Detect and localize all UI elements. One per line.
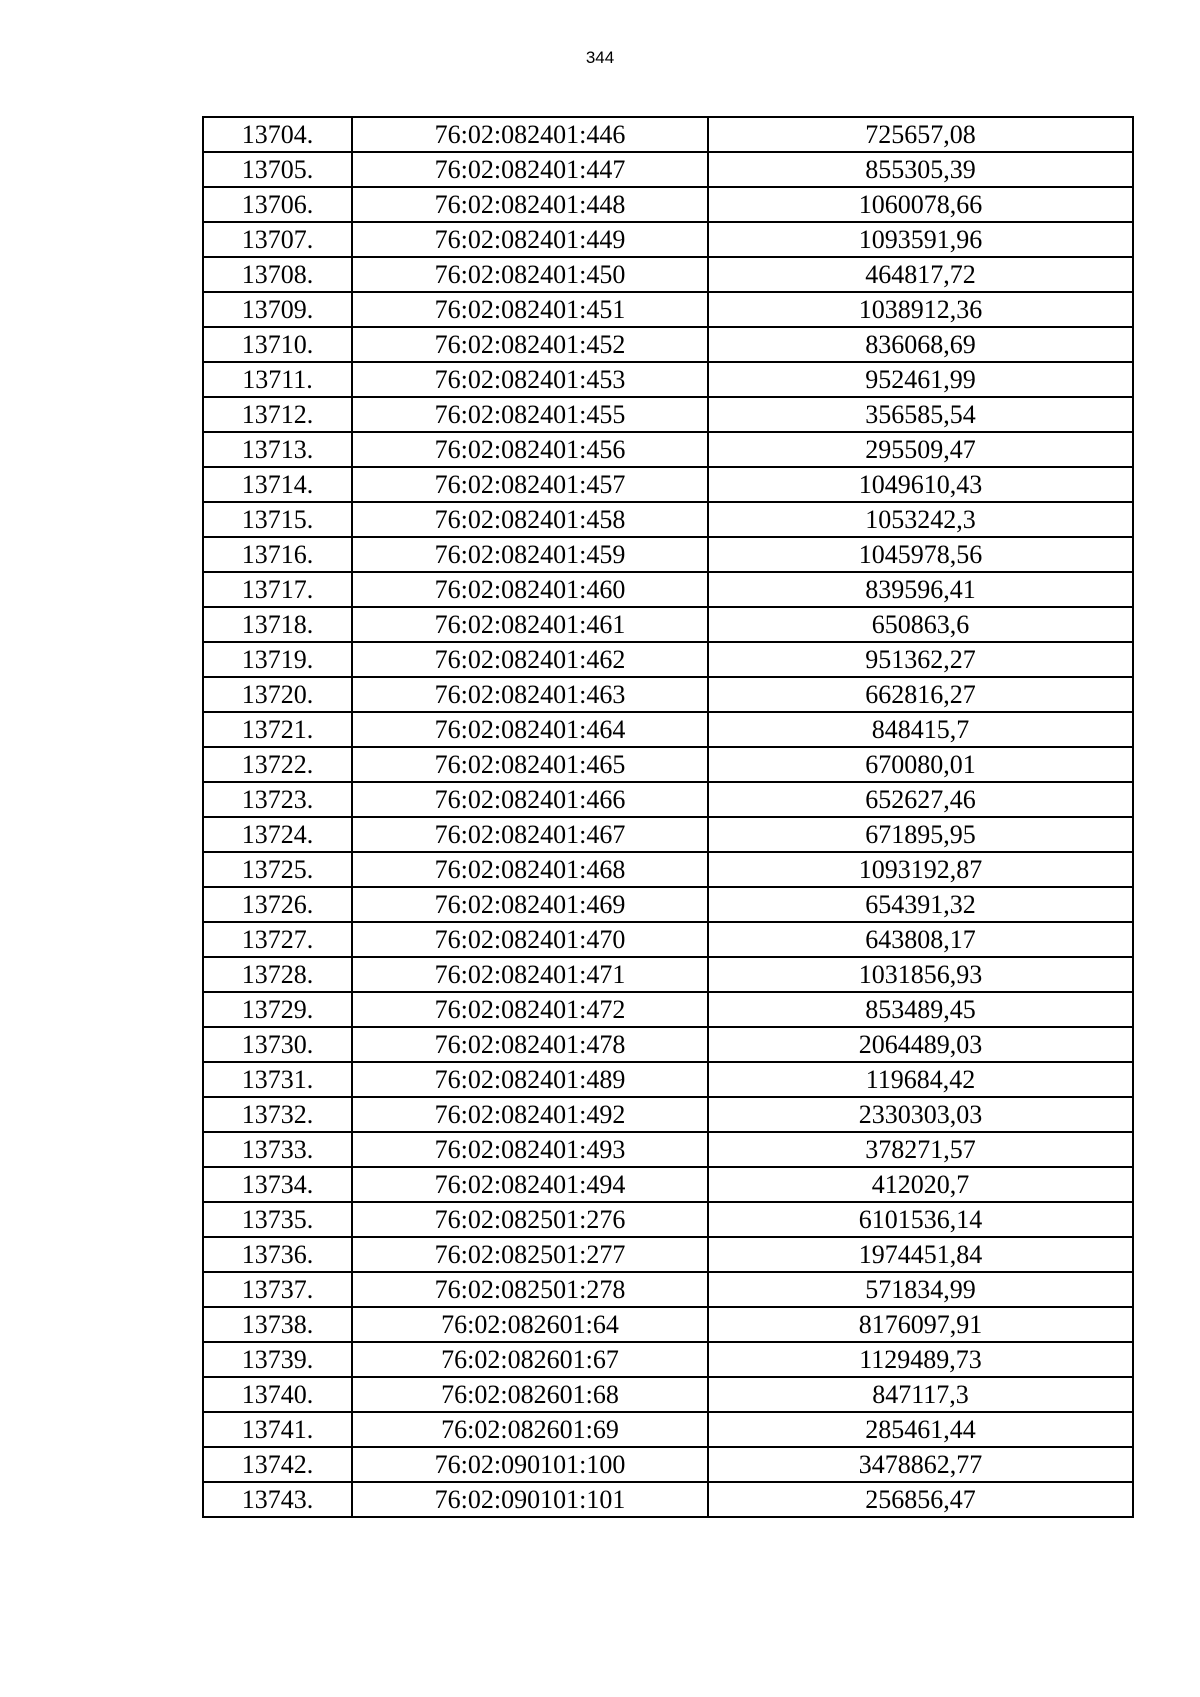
cadastral-value-cell: 378271,57 — [708, 1132, 1133, 1167]
row-number-cell: 13721. — [203, 712, 352, 747]
cadastral-number-cell: 76:02:082401:457 — [352, 467, 708, 502]
cadastral-value-cell: 6101536,14 — [708, 1202, 1133, 1237]
cadastral-number-cell: 76:02:082401:446 — [352, 117, 708, 152]
cadastral-value-cell: 670080,01 — [708, 747, 1133, 782]
cadastral-value-cell: 1974451,84 — [708, 1237, 1133, 1272]
row-number-cell: 13739. — [203, 1342, 352, 1377]
table-row — [203, 1412, 1133, 1447]
cadastral-value-cell: 654391,32 — [708, 887, 1133, 922]
table-row — [203, 362, 1133, 397]
cadastral-value-cell: 952461,99 — [708, 362, 1133, 397]
table-row — [203, 1447, 1133, 1482]
table-row — [203, 1027, 1133, 1062]
cadastral-number-cell: 76:02:082401:450 — [352, 257, 708, 292]
table-row — [203, 467, 1133, 502]
table-row — [203, 292, 1133, 327]
cadastral-number-cell: 76:02:082401:472 — [352, 992, 708, 1027]
row-number-cell: 13726. — [203, 887, 352, 922]
cadastral-value-cell: 1129489,73 — [708, 1342, 1133, 1377]
cadastral-number-cell: 76:02:082401:464 — [352, 712, 708, 747]
cadastral-number-cell: 76:02:082601:69 — [352, 1412, 708, 1447]
row-number-cell: 13714. — [203, 467, 352, 502]
row-number-cell: 13731. — [203, 1062, 352, 1097]
table-row — [203, 1272, 1133, 1307]
row-number-cell: 13741. — [203, 1412, 352, 1447]
cadastral-value-cell: 855305,39 — [708, 152, 1133, 187]
row-number-cell: 13704. — [203, 117, 352, 152]
cadastral-value-cell: 1049610,43 — [708, 467, 1133, 502]
row-number-cell: 13730. — [203, 1027, 352, 1062]
cadastral-number-cell: 76:02:082401:449 — [352, 222, 708, 257]
table-row — [203, 432, 1133, 467]
cadastral-value-cell: 1053242,3 — [708, 502, 1133, 537]
row-number-cell: 13733. — [203, 1132, 352, 1167]
cadastral-number-cell: 76:02:082401:465 — [352, 747, 708, 782]
table-row — [203, 712, 1133, 747]
row-number-cell: 13707. — [203, 222, 352, 257]
cadastral-number-cell: 76:02:090101:101 — [352, 1482, 708, 1517]
table-row — [203, 1062, 1133, 1097]
cadastral-number-cell: 76:02:082401:460 — [352, 572, 708, 607]
cadastral-number-cell: 76:02:082401:463 — [352, 677, 708, 712]
cadastral-number-cell: 76:02:082401:451 — [352, 292, 708, 327]
row-number-cell: 13713. — [203, 432, 352, 467]
table-row — [203, 117, 1133, 152]
cadastral-value-cell: 848415,7 — [708, 712, 1133, 747]
table-row — [203, 957, 1133, 992]
cadastral-value-cell: 836068,69 — [708, 327, 1133, 362]
table-row — [203, 1202, 1133, 1237]
cadastral-value-cell: 662816,27 — [708, 677, 1133, 712]
cadastral-number-cell: 76:02:082401:468 — [352, 852, 708, 887]
cadastral-value-cell: 725657,08 — [708, 117, 1133, 152]
cadastral-value-cell: 643808,17 — [708, 922, 1133, 957]
row-number-cell: 13723. — [203, 782, 352, 817]
cadastral-number-cell: 76:02:082401:448 — [352, 187, 708, 222]
cadastral-value-cell: 464817,72 — [708, 257, 1133, 292]
row-number-cell: 13710. — [203, 327, 352, 362]
cadastral-value-cell: 1045978,56 — [708, 537, 1133, 572]
cadastral-number-cell: 76:02:082401:459 — [352, 537, 708, 572]
row-number-cell: 13728. — [203, 957, 352, 992]
cadastral-number-cell: 76:02:082601:68 — [352, 1377, 708, 1412]
cadastral-number-cell: 76:02:082401:461 — [352, 607, 708, 642]
cadastral-number-cell: 76:02:082501:277 — [352, 1237, 708, 1272]
cadastral-number-cell: 76:02:082401:470 — [352, 922, 708, 957]
cadastral-value-cell: 951362,27 — [708, 642, 1133, 677]
table-row — [203, 1167, 1133, 1202]
cadastral-value-cell: 256856,47 — [708, 1482, 1133, 1517]
cadastral-number-cell: 76:02:082401:462 — [352, 642, 708, 677]
cadastral-number-cell: 76:02:082401:469 — [352, 887, 708, 922]
cadastral-value-cell: 1093192,87 — [708, 852, 1133, 887]
table-row — [203, 642, 1133, 677]
row-number-cell: 13737. — [203, 1272, 352, 1307]
row-number-cell: 13724. — [203, 817, 352, 852]
cadastral-value-cell: 652627,46 — [708, 782, 1133, 817]
cadastral-number-cell: 76:02:082401:471 — [352, 957, 708, 992]
row-number-cell: 13727. — [203, 922, 352, 957]
row-number-cell: 13729. — [203, 992, 352, 1027]
table-row — [203, 1097, 1133, 1132]
table-body — [203, 117, 1133, 1517]
cadastral-value-cell: 1038912,36 — [708, 292, 1133, 327]
row-number-cell: 13711. — [203, 362, 352, 397]
row-number-cell: 13735. — [203, 1202, 352, 1237]
table-row — [203, 1377, 1133, 1412]
row-number-cell: 13719. — [203, 642, 352, 677]
table-row — [203, 852, 1133, 887]
cadastral-number-cell: 76:02:082501:278 — [352, 1272, 708, 1307]
table-row — [203, 257, 1133, 292]
cadastral-number-cell: 76:02:082501:276 — [352, 1202, 708, 1237]
row-number-cell: 13732. — [203, 1097, 352, 1132]
row-number-cell: 13722. — [203, 747, 352, 782]
cadastral-number-cell: 76:02:082601:64 — [352, 1307, 708, 1342]
cadastral-value-cell: 2064489,03 — [708, 1027, 1133, 1062]
table-row — [203, 327, 1133, 362]
row-number-cell: 13720. — [203, 677, 352, 712]
cadastral-number-cell: 76:02:082401:489 — [352, 1062, 708, 1097]
table-row — [203, 1482, 1133, 1517]
row-number-cell: 13743. — [203, 1482, 352, 1517]
cadastral-value-cell: 671895,95 — [708, 817, 1133, 852]
table-row — [203, 1132, 1133, 1167]
cadastral-value-cell: 1060078,66 — [708, 187, 1133, 222]
table-row — [203, 922, 1133, 957]
row-number-cell: 13717. — [203, 572, 352, 607]
table-row — [203, 817, 1133, 852]
cadastral-value-cell: 1031856,93 — [708, 957, 1133, 992]
table-row — [203, 397, 1133, 432]
table-row — [203, 187, 1133, 222]
cadastral-number-cell: 76:02:082401:494 — [352, 1167, 708, 1202]
cadastral-number-cell: 76:02:082401:447 — [352, 152, 708, 187]
cadastral-value-cell: 2330303,03 — [708, 1097, 1133, 1132]
cadastral-number-cell: 76:02:082401:478 — [352, 1027, 708, 1062]
table-row — [203, 1237, 1133, 1272]
table-row — [203, 1307, 1133, 1342]
cadastral-number-cell: 76:02:082401:493 — [352, 1132, 708, 1167]
cadastral-value-cell: 295509,47 — [708, 432, 1133, 467]
cadastral-value-cell: 285461,44 — [708, 1412, 1133, 1447]
cadastral-value-cell: 3478862,77 — [708, 1447, 1133, 1482]
row-number-cell: 13734. — [203, 1167, 352, 1202]
row-number-cell: 13725. — [203, 852, 352, 887]
row-number-cell: 13706. — [203, 187, 352, 222]
cadastral-value-cell: 119684,42 — [708, 1062, 1133, 1097]
row-number-cell: 13736. — [203, 1237, 352, 1272]
row-number-cell: 13740. — [203, 1377, 352, 1412]
cadastral-value-cell: 853489,45 — [708, 992, 1133, 1027]
table-row — [203, 537, 1133, 572]
table-row — [203, 572, 1133, 607]
table-row — [203, 992, 1133, 1027]
row-number-cell: 13715. — [203, 502, 352, 537]
cadastral-number-cell: 76:02:082401:492 — [352, 1097, 708, 1132]
cadastral-number-cell: 76:02:090101:100 — [352, 1447, 708, 1482]
page-number: 344 — [585, 48, 615, 67]
cadastral-number-cell: 76:02:082401:455 — [352, 397, 708, 432]
cadastral-number-cell: 76:02:082601:67 — [352, 1342, 708, 1377]
row-number-cell: 13742. — [203, 1447, 352, 1482]
table-row — [203, 887, 1133, 922]
table-row — [203, 677, 1133, 712]
row-number-cell: 13738. — [203, 1307, 352, 1342]
row-number-cell: 13705. — [203, 152, 352, 187]
cadastral-number-cell: 76:02:082401:452 — [352, 327, 708, 362]
table-row — [203, 152, 1133, 187]
cadastral-value-cell: 571834,99 — [708, 1272, 1133, 1307]
cadastral-number-cell: 76:02:082401:458 — [352, 502, 708, 537]
row-number-cell: 13718. — [203, 607, 352, 642]
table-row — [203, 782, 1133, 817]
table-row — [203, 607, 1133, 642]
row-number-cell: 13708. — [203, 257, 352, 292]
cadastral-value-cell: 650863,6 — [708, 607, 1133, 642]
table-row — [203, 222, 1133, 257]
table-row — [203, 747, 1133, 782]
table-row — [203, 502, 1133, 537]
cadastral-value-cell: 1093591,96 — [708, 222, 1133, 257]
cadastral-value-table — [202, 116, 1134, 1518]
cadastral-value-cell: 847117,3 — [708, 1377, 1133, 1412]
cadastral-number-cell: 76:02:082401:453 — [352, 362, 708, 397]
cadastral-value-cell: 8176097,91 — [708, 1307, 1133, 1342]
cadastral-value-cell: 839596,41 — [708, 572, 1133, 607]
cadastral-number-cell: 76:02:082401:466 — [352, 782, 708, 817]
cadastral-number-cell: 76:02:082401:456 — [352, 432, 708, 467]
cadastral-number-cell: 76:02:082401:467 — [352, 817, 708, 852]
table-row — [203, 1342, 1133, 1377]
row-number-cell: 13716. — [203, 537, 352, 572]
row-number-cell: 13712. — [203, 397, 352, 432]
cadastral-value-cell: 412020,7 — [708, 1167, 1133, 1202]
row-number-cell: 13709. — [203, 292, 352, 327]
cadastral-value-cell: 356585,54 — [708, 397, 1133, 432]
